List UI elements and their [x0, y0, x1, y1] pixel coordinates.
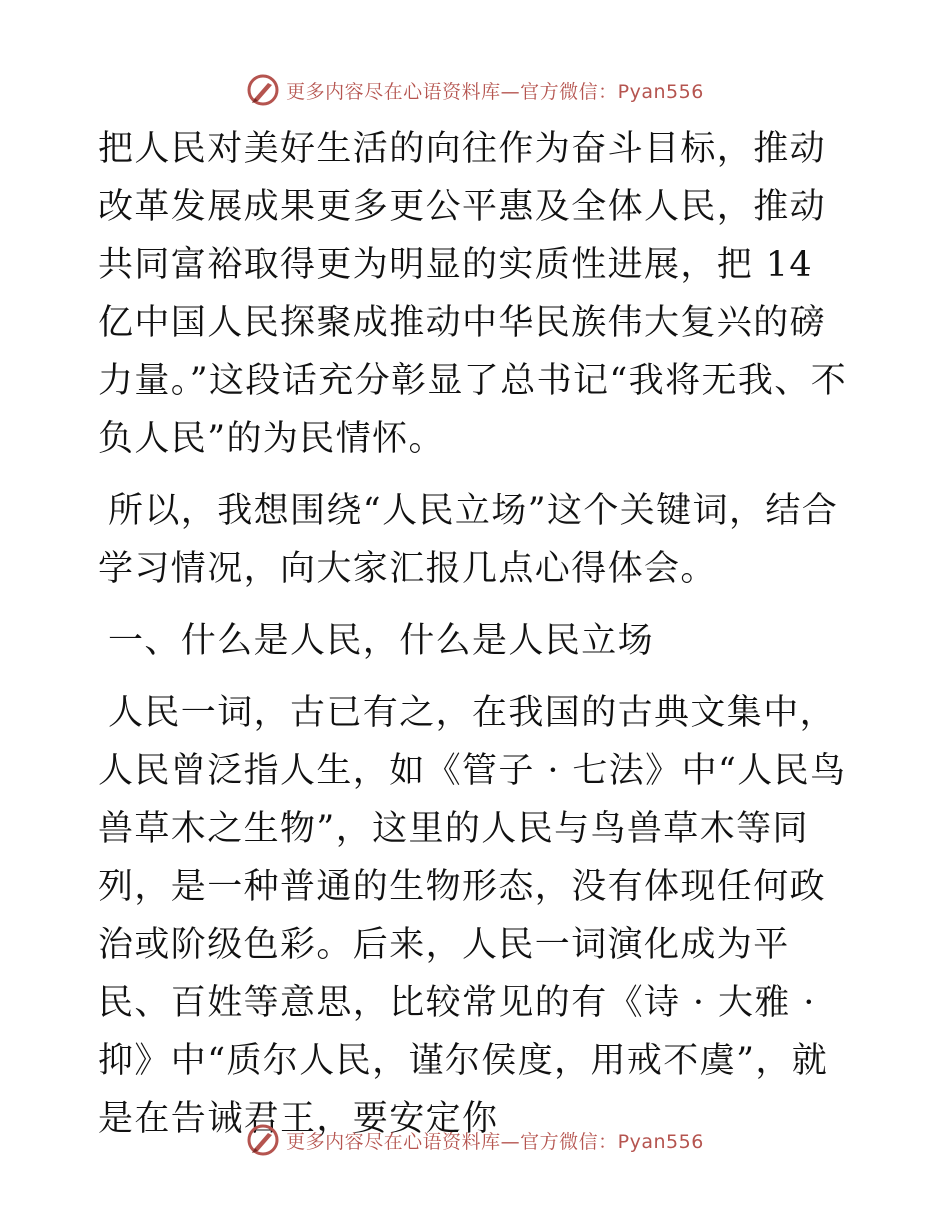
paragraph-3: 人民一词，古已有之，在我国的古典文集中，人民曾泛指人生，如《管子 · 七法》中“人民鸟兽草木之生物”，这里的人民与鸟兽草木等同列，是一种普通的生物形态，没有体现任何政治或阶级色彩。后来，人民一词演化成为平民、百姓等意思，比较常见的有《诗 · 大雅 · 抑》中“质尔人民，谨尔侯度，用戒不虞”，就是在告诫君王，要安定你	[98, 693, 847, 1139]
pen-logo-icon	[246, 1123, 280, 1157]
footer-banner	[0, 1120, 950, 1160]
footer-banner-text: 更多内容尽在心语资料库—官方微信：Pyan556	[286, 1130, 704, 1153]
header-banner-text: 更多内容尽在心语资料库—官方微信：Pyan556	[286, 80, 704, 103]
document-body	[98, 120, 858, 1148]
header-banner	[0, 70, 950, 110]
paragraph-1: 把人民对美好生活的向往作为奋斗目标，推动改革发展成果更多更公平惠及全体人民，推动共同富裕取得更为明显的实质性进展，把 14 亿中国人民探聚成推动中华民族伟大复兴的磅力量。”这段话充分彰显了总书记“我将无我、不负人民”的为民情怀。	[98, 129, 848, 459]
section-heading: 一、什么是人民，什么是人民立场	[108, 621, 655, 661]
pen-logo-icon	[246, 73, 280, 107]
paragraph-2: 所以，我想围绕“人民立场”这个关键词，结合学习情况，向大家汇报几点心得体会。	[98, 491, 839, 589]
